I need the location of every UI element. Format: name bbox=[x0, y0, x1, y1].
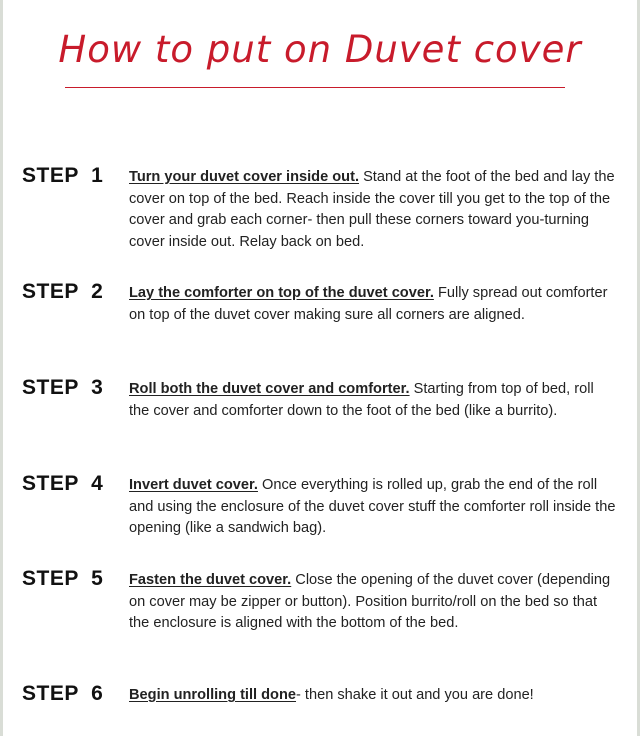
step-body bbox=[129, 685, 616, 707]
step-body bbox=[129, 167, 616, 253]
step-label: STEP 6 bbox=[22, 682, 104, 705]
step-text: Starting from top of bed, roll the cover and comforter down to the foot of the bed (like a burrito). bbox=[129, 381, 594, 419]
step-heading: Lay the comforter on top of the duvet cover. bbox=[129, 285, 434, 301]
step-heading: Turn your duvet cover inside out. bbox=[129, 169, 360, 185]
step-body bbox=[129, 379, 616, 422]
step-heading: Roll both the duvet cover and comforter. bbox=[129, 381, 410, 397]
step-heading: Begin unrolling till done bbox=[129, 687, 297, 703]
step-heading: Invert duvet cover. bbox=[129, 477, 258, 493]
step-text: Once everything is rolled up, grab the end of the roll and using the enclosure of the duvet cover stuff the comforter roll inside the opening (like a sandwich bag). bbox=[129, 477, 616, 536]
step-label: STEP 3 bbox=[22, 376, 104, 399]
title-underline bbox=[65, 87, 565, 88]
step-label: STEP 1 bbox=[22, 164, 104, 187]
step-label: STEP 2 bbox=[22, 280, 104, 303]
step-text: Close the opening of the duvet cover (depending on cover may be zipper or button). Position burrito/roll on the bed so that the enclosure is aligned with the bottom of the bed. bbox=[129, 572, 611, 631]
step-body bbox=[129, 475, 616, 540]
step-label: STEP 5 bbox=[22, 567, 104, 590]
step-text: Fully spread out comforter on top of the duvet cover making sure all corners are aligned. bbox=[129, 285, 608, 323]
step-text: Stand at the foot of the bed and lay the cover on top of the bed. Reach inside the cover till you get to the top of the cover and grab each corner- then pull these corners toward you-turning cover inside out. Relay back on bed. bbox=[129, 169, 615, 250]
step-heading: Fasten the duvet cover. bbox=[129, 572, 292, 588]
step-text: - then shake it out and you are done! bbox=[296, 687, 534, 703]
step-label: STEP 4 bbox=[22, 472, 104, 495]
step-body bbox=[129, 283, 616, 326]
page-title: How to put on Duvet cover bbox=[58, 28, 582, 71]
step-body bbox=[129, 570, 616, 635]
